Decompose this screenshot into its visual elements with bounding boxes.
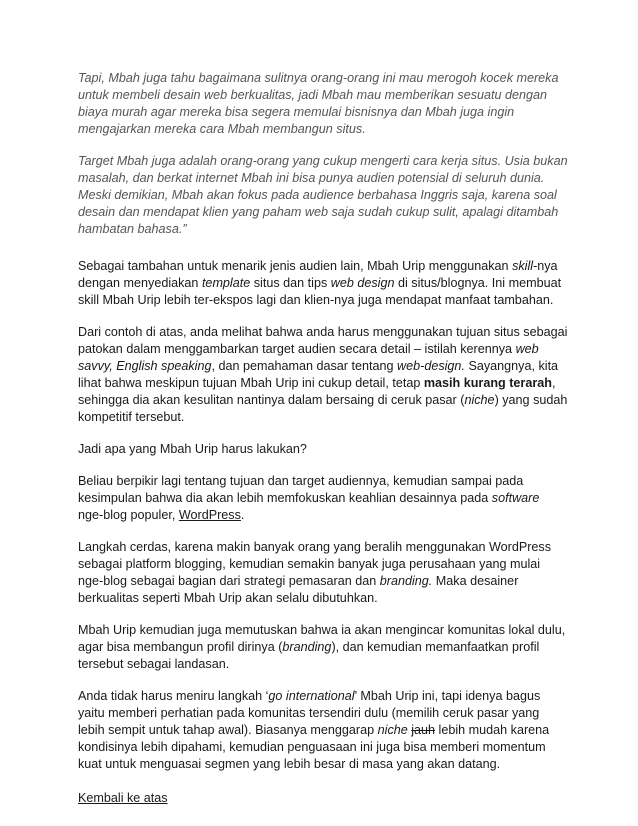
text-run: Anda tidak harus meniru langkah ‘: [78, 689, 269, 703]
text-run: ), dan kemudian memanfaatkan profil tersebut sebagai landasan.: [78, 640, 540, 671]
body-paragraph: [78, 324, 568, 426]
text-run: Sayangnya, kita lihat bahwa meskipun tujuan Mbah Urip ini cukup detail, tetap: [78, 359, 559, 390]
emphasis-text: go international: [268, 689, 355, 703]
text-run: , dan pemahaman dasar tentang: [211, 359, 398, 373]
text-run: Dari contoh di atas, anda melihat bahwa anda harus menggunakan tujuan situs sebagai patokan dalam menggambarkan target audien secara detail – istilah kerennya: [78, 325, 568, 356]
emphasis-text: web savvy, English speaking: [78, 342, 539, 373]
text-run: .: [240, 508, 245, 522]
emphasis-text: skill: [512, 259, 534, 273]
emphasis-text: web-design.: [397, 359, 465, 373]
text-run: Mbah Urip kemudian juga memutuskan bahwa ia akan mengincar komunitas lokal dulu, agar bisa membangun profil dirinya (: [78, 623, 566, 654]
text-run: Langkah cerdas, karena makin banyak orang yang beralih menggunakan WordPress sebagai platform blogging, kemudian semakin banyak juga perusahaan yang mulai nge-blog sebagai bagian dari strategi pemasaran dan: [78, 540, 552, 588]
text-run: Sebagai tambahan untuk menarik jenis audien lain, Mbah Urip menggunakan: [78, 259, 513, 273]
emphasis-text: web design: [330, 276, 395, 290]
text-run: -nya dengan menyediakan: [78, 259, 558, 290]
text-run: Maka desainer berkualitas seperti Mbah Urip akan selalu dibutuhkan.: [78, 574, 519, 605]
text-run: situs dan tips: [250, 276, 331, 290]
body-paragraph: [78, 473, 568, 524]
text-run: di situs/blognya. Ini membuat skill Mbah Urip lebih ter-ekspos lagi dan klien-nya juga mendapat manfaat tambahan.: [78, 276, 562, 307]
text-run: Beliau berpikir lagi tentang tujuan dan target audiennya, kemudian sampai pada kesimpulan bahwa dia akan lebih memfokuskan keahlian desainnya pada: [78, 474, 524, 505]
emphasis-text: software: [491, 491, 540, 505]
emphasis-text: niche: [464, 393, 495, 407]
body-paragraph: [78, 258, 568, 309]
text-run: nge-blog populer,: [78, 508, 179, 522]
text-run: ) yang sudah kompetitif tersebut.: [78, 393, 568, 424]
text-run: , sehingga dia akan kesulitan nantinya dalam bersaing di ceruk pasar (: [78, 376, 556, 407]
wordpress-link[interactable]: WordPress: [178, 508, 241, 522]
text-run: lebih mudah karena kondisinya lebih dipahami, kemudian penguasaan ini juga bisa memberi momentum kuat untuk menguasai segmen yang lebih besar di masa yang akan datang.: [78, 723, 550, 771]
quote-paragraph: Target Mbah juga adalah orang-orang yang cukup mengerti cara kerja situs. Usia bukan masalah, dan berkat internet Mbah ini bisa punya audien potensial di seluruh dunia. Meski demikian, Mbah akan fokus pada audience berbahasa Inggris saja, karena soal desain dan mendapat klien yang paham web saja sudah cukup sulit, apalagi ditambah hambatan bahasa.”: [78, 154, 568, 236]
body-paragraph: [78, 539, 568, 607]
quote-paragraph: Tapi, Mbah juga tahu bagaimana sulitnya orang-orang ini mau merogoh kocek mereka untuk membeli desain web berkualitas, jadi Mbah mau memberikan sesuatu dengan biaya murah agar mereka bisa segera memulai bisnisnya dan Mbah juga ingin mengajarkan mereka cara Mbah membangun situs.: [78, 71, 559, 136]
strikethrough-text: jauh: [411, 723, 436, 737]
body-paragraph: [78, 622, 568, 673]
body-paragraph: [78, 688, 568, 773]
emphasis-text: template: [201, 276, 251, 290]
emphasis-text: branding.: [379, 574, 433, 588]
text-run: ’ Mbah Urip ini, tapi idenya bagus yaitu memberi perhatian pada komunitas tersendiri dulu (memilih ceruk pasar yang lebih sempit untuk tahap awal). Biasanya menggarap: [78, 689, 541, 737]
body-paragraph: Jadi apa yang Mbah Urip harus lakukan?: [78, 442, 307, 456]
back-to-top-link[interactable]: Kembali ke atas: [78, 791, 168, 805]
emphasis-text: niche: [377, 723, 408, 737]
bold-text: masih kurang terarah: [423, 376, 552, 390]
document-page: [78, 70, 568, 807]
emphasis-text: branding: [282, 640, 332, 654]
